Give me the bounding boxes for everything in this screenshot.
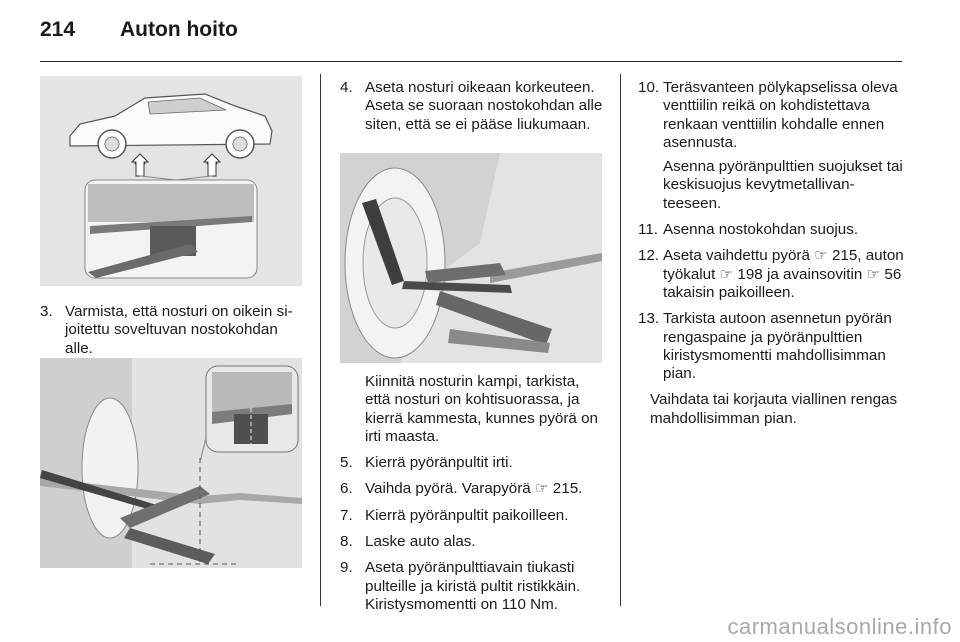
step-text: Laske auto alas. bbox=[365, 533, 476, 551]
list-item bbox=[340, 480, 606, 498]
step-text: Kierrä pyöränpultit irti. bbox=[365, 454, 513, 472]
step-text: Aseta pyöränpulttiavain tiukasti pulteille ja kiristä pultit ristikkäin. Kiristysmomentti on 110 Nm. bbox=[365, 559, 581, 613]
step-text: Aseta nosturi oikeaan korkeuteen. Aseta se suoraan nostokohdan alle siten, että se ei pääse liukumaan. bbox=[365, 79, 603, 133]
closing-paragraph: Vaihdata tai korjauta viallinen rengas mahdollisimman pian. bbox=[650, 391, 898, 427]
step-number: 13. bbox=[638, 310, 660, 328]
list-item bbox=[340, 79, 606, 134]
column-1 bbox=[40, 303, 306, 366]
header-rule bbox=[40, 61, 902, 62]
step-text: Vaihda pyörä. Varapyörä ☞ 215. bbox=[365, 480, 583, 498]
step-number: 4. bbox=[340, 79, 353, 96]
step-text: Varmista, että nosturi on oikein sijoitettu soveltuvan nostokohdan alle. bbox=[65, 303, 293, 357]
watermark: carmanualsonline.info bbox=[727, 614, 952, 639]
column-2 bbox=[340, 79, 606, 142]
column-divider-1 bbox=[320, 74, 321, 606]
list-item bbox=[40, 303, 306, 358]
step-number: 8. bbox=[340, 533, 353, 551]
page-title: Auton hoito bbox=[120, 18, 238, 41]
jack-crank-illustration bbox=[340, 153, 602, 363]
jack-position-illustration bbox=[40, 358, 302, 568]
page-number: 214 bbox=[40, 18, 76, 41]
list-item bbox=[340, 507, 606, 525]
step-number: 12. bbox=[638, 247, 660, 265]
step-number: 9. bbox=[340, 559, 353, 577]
step-10-note: Asenna pyöränpulttien suojukset tai keskisuojus kevytmetallivanteeseen. bbox=[663, 158, 903, 212]
step-text: Kierrä pyöränpultit paikoilleen. bbox=[365, 506, 569, 524]
step-text: Teräsvanteen pölykapselissa oleva venttiilin reikä on kohdistettava renkaan venttiilin kohdalle ennen asennusta. bbox=[663, 79, 898, 151]
list-item bbox=[340, 533, 606, 551]
column-divider-2 bbox=[620, 74, 621, 606]
step-text: Tarkista autoon asennetun pyörän rengaspaine ja pyöränpulttien kiristysmomentti mahdollisimman pian. bbox=[663, 310, 892, 383]
step-number: 11. bbox=[638, 221, 658, 239]
column-3 bbox=[638, 79, 904, 436]
list-item bbox=[638, 310, 904, 383]
list-item bbox=[340, 454, 606, 472]
step-number: 6. bbox=[340, 480, 353, 498]
step-number: 7. bbox=[340, 506, 353, 524]
step-number: 3. bbox=[40, 303, 53, 320]
list-item bbox=[638, 221, 904, 239]
step-4-note: Kiinnitä nosturin kampi, tarkista, että nosturi on kohtisuorassa, ja kierrä kammesta, kunnes pyörä on irti maasta. bbox=[365, 373, 598, 445]
page-header bbox=[40, 18, 238, 42]
column-2-continued bbox=[340, 373, 606, 622]
list-item bbox=[340, 559, 606, 614]
list-item bbox=[638, 247, 904, 302]
step-number: 10. bbox=[638, 79, 660, 96]
step-number: 5. bbox=[340, 454, 353, 472]
step-text: Aseta vaihdettu pyörä ☞ 215, auton työkalut ☞ 198 ja avainsovitin ☞ 56 takaisin paikoilleen. bbox=[663, 247, 904, 301]
step-text: Asenna nostokohdan suojus. bbox=[663, 221, 859, 239]
list-item bbox=[638, 79, 904, 213]
car-lift-point-illustration bbox=[40, 76, 302, 286]
